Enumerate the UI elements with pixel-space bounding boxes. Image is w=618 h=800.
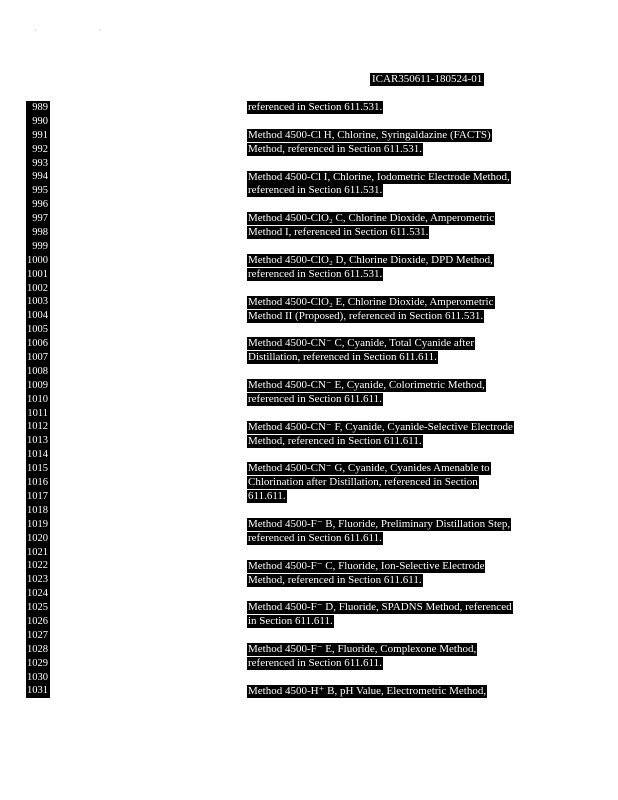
document-text-line: Method 4500-Cl H, Chlorine, Syringaldazine (FACTS)	[248, 128, 491, 141]
line-number: 1026	[27, 615, 48, 627]
line-number: 996	[32, 199, 48, 211]
line-number: 1023	[27, 574, 48, 586]
document-text-line: Method 4500-H⁺ B, pH Value, Electrometric Method,	[248, 684, 487, 697]
document-text-line: referenced in Section 611.531.	[248, 267, 383, 280]
line-number: 1015	[27, 463, 48, 475]
document-text-line: Method 4500-CN⁻ E, Cyanide, Colorimetric Method,	[248, 379, 485, 391]
document-text-line: in Section 611.611.	[248, 615, 333, 628]
line-number: 1001	[27, 268, 48, 280]
line-number: 1007	[27, 352, 48, 364]
document-text-line: referenced in Section 611.611.	[248, 657, 382, 669]
line-number: 997	[32, 213, 48, 225]
line-number: 1000	[27, 254, 48, 266]
document-text-line: Method, referenced in Section 611.611.	[248, 573, 422, 586]
line-number: 1022	[27, 560, 48, 572]
line-number: 999	[32, 240, 48, 252]
line-number: 1021	[27, 546, 48, 558]
line-number: 993	[32, 157, 48, 169]
line-number: 1017	[27, 490, 48, 502]
document-text-line: 611.611.	[248, 490, 286, 503]
line-number: 1027	[27, 629, 48, 641]
document-text-line: Chlorination after Distillation, referenced in Section	[248, 476, 478, 489]
document-text-line: referenced in Section 611.611.	[248, 392, 382, 405]
line-number: 990	[32, 115, 48, 127]
line-number: 1019	[27, 518, 48, 530]
document-text-line: referenced in Section 611.531.	[248, 184, 383, 197]
line-number: 992	[32, 143, 48, 155]
line-number: 1010	[27, 393, 48, 405]
document-id-header: ICAR350611-180524-01	[372, 73, 483, 85]
line-number: 1020	[27, 532, 48, 544]
line-number: 1003	[27, 296, 48, 308]
line-number: 1018	[27, 504, 48, 516]
line-number: 1008	[27, 365, 48, 377]
document-text-line: Method 4500-Cl I, Chlorine, Iodometric Electrode Method,	[248, 170, 510, 183]
line-number: 1004	[27, 310, 48, 322]
line-number: 1012	[27, 421, 48, 433]
document-text-line: Method 4500-F⁻ E, Fluoride, Complexone Method,	[248, 643, 477, 656]
document-text-line: Method 4500-F⁻ D, Fluoride, SPADNS Method, referenced	[248, 601, 512, 614]
document-text-line: referenced in Section 611.531.	[248, 101, 383, 113]
line-number: 1009	[27, 379, 48, 391]
document-text-line: Method 4500-ClO₂ C, Chlorine Dioxide, Amperometric	[248, 212, 495, 225]
line-number: 1016	[27, 477, 48, 489]
line-number: 998	[32, 227, 48, 239]
line-number: 989	[32, 102, 48, 113]
document-text-line: Method I, referenced in Section 611.531.	[248, 226, 429, 239]
line-number: 1011	[27, 407, 48, 419]
document-text-line: Distillation, referenced in Section 611.611.	[248, 351, 437, 364]
document-text-line: Method II (Proposed), referenced in Section 611.531.	[248, 309, 484, 322]
line-number-column	[26, 101, 50, 698]
document-text-line: Method 4500-F⁻ B, Fluoride, Preliminary Distillation Step,	[248, 518, 511, 530]
line-number: 1005	[27, 324, 48, 336]
line-number: 1013	[27, 435, 48, 447]
scan-marks: · ·	[34, 26, 132, 35]
line-number: 1031	[27, 685, 48, 697]
line-number: 1028	[27, 643, 48, 655]
document-text-line: Method 4500-ClO₂ E, Chlorine Dioxide, Amperometric	[248, 295, 494, 308]
line-number: 1024	[27, 588, 48, 600]
line-number: 1029	[27, 657, 48, 669]
line-number: 1014	[27, 449, 48, 461]
document-text-line: Method 4500-ClO₂ D, Chlorine Dioxide, DPD Method,	[248, 253, 493, 266]
document-text-line: referenced in Section 611.611.	[248, 531, 382, 544]
document-text-line: Method 4500-CN⁻ F, Cyanide, Cyanide-Selective Electrode	[248, 420, 513, 433]
document-text-line: Method, referenced in Section 611.611.	[248, 434, 422, 447]
document-text-line: Method, referenced in Section 611.531.	[248, 142, 423, 155]
line-number: 991	[32, 129, 48, 141]
line-number: 995	[32, 185, 48, 197]
line-number: 1006	[27, 338, 48, 350]
line-number: 1002	[27, 282, 48, 294]
document-text-line: Method 4500-CN⁻ C, Cyanide, Total Cyanide after	[248, 337, 475, 350]
document-text-line: Method 4500-CN⁻ G, Cyanide, Cyanides Amenable to	[248, 462, 490, 475]
line-number: 1025	[27, 602, 48, 614]
line-number: 994	[32, 171, 48, 183]
document-text-line: Method 4500-F⁻ C, Fluoride, Ion-Selective Electrode	[248, 559, 485, 572]
line-number: 1030	[27, 671, 48, 683]
